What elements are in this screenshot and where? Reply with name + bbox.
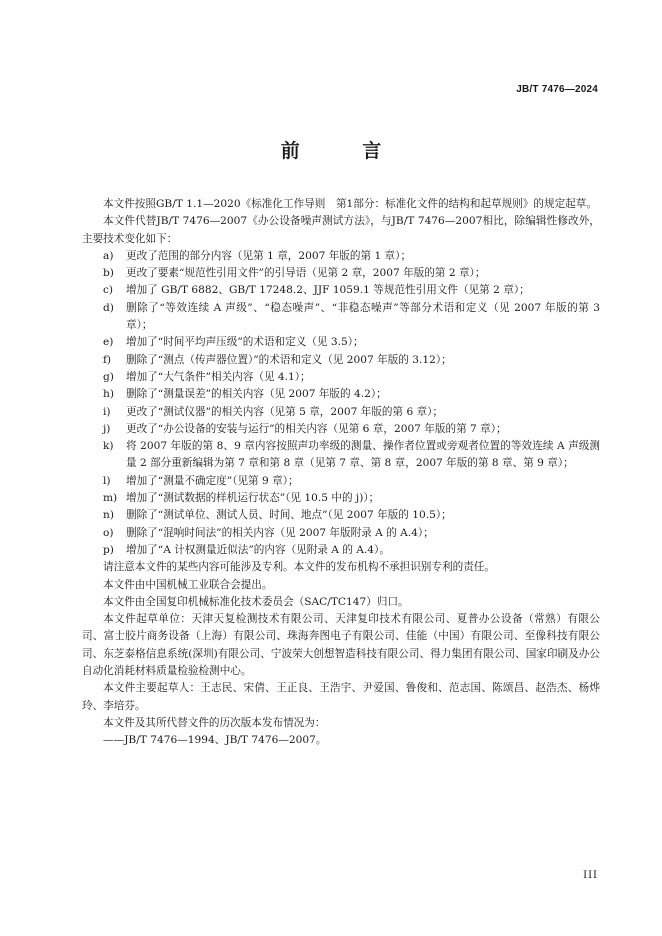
list-item — [82, 300, 600, 335]
list-item-text: 更改了范围的部分内容（见第 1 章，2007 年版的第 1 章）； — [126, 249, 412, 262]
list-item-label: a) — [103, 249, 114, 262]
list-item — [82, 282, 600, 299]
list-item — [82, 542, 600, 559]
list-item-label: f) — [103, 353, 112, 366]
list-item-label: g) — [103, 370, 114, 383]
list-item-label: b) — [103, 267, 114, 280]
list-item-text: 增加了“大气条件”相关内容（见 4.1）； — [126, 370, 311, 383]
list-item-text: 更改了“测试仪器”的相关内容（见第 5 章，2007 年版的第 6 章）； — [126, 405, 444, 418]
list-item-label: j) — [103, 422, 111, 435]
list-item — [82, 334, 600, 351]
list-item-text: 删除了“等效连续 A 声级”、“稳态噪声”、“非稳态噪声”等部分术语和定义（见 2007 年版的第 3 章）； — [126, 301, 600, 332]
list-item — [82, 248, 600, 265]
list-item — [82, 369, 600, 386]
list-item — [82, 473, 600, 490]
list-item-text: 删除了“测量误差”的相关内容（见 2007 年版的 4.2）； — [126, 388, 387, 401]
document-code-header: JB/T 7476—2024 — [516, 84, 598, 95]
list-item-text: 删除了“测点（传声器位置）”的术语和定义（见 2007 年版的 3.12）； — [126, 353, 452, 366]
foreword-body — [82, 196, 600, 750]
list-item-text: 增加了“A 计权测量近似法”的内容（见附录 A 的 A.4）。 — [126, 543, 390, 556]
list-item-text: 更改了要素“规范性引用文件”的引导语（见第 2 章，2007 年版的第 2 章）； — [126, 267, 486, 280]
list-item — [82, 507, 600, 524]
list-item — [82, 404, 600, 421]
list-item — [82, 421, 600, 438]
list-item-label: m) — [103, 492, 118, 505]
list-item-label: o) — [103, 526, 114, 539]
list-item-label: n) — [103, 509, 114, 522]
list-item-label: d) — [103, 301, 114, 314]
list-item — [82, 386, 600, 403]
paragraph-drafting-basis: 本文件按照GB/T 1.1—2020《标准化工作导则 第1部分：标准化文件的结构和起草规则》的规定起草。 — [103, 198, 597, 210]
page-title: 前 言 — [280, 140, 410, 162]
list-item-label: h) — [103, 388, 114, 401]
list-item-text: 增加了“测试数据的样机运行状态”（见 10.5 中的 j)）； — [126, 492, 380, 505]
list-item-text: 增加了“测量不确定度”（见第 9 章）； — [126, 474, 299, 487]
list-item-text: 删除了“混响时间法”的相关内容（见 2007 年版附录 A 的 A.4）； — [126, 526, 434, 539]
paragraph-patent-notice: 请注意本文件的某些内容可能涉及专利。本文件的发布机构不承担识别专利的责任。 — [103, 561, 495, 574]
list-item-text: 更改了“办公设备的安装与运行”的相关内容（见第 6 章，2007 年版的第 7 章）； — [126, 422, 507, 435]
changes-list — [82, 248, 600, 559]
paragraph-proposer: 本文件由中国机械工业联合会提出。 — [103, 578, 273, 591]
list-item-label: c) — [103, 284, 114, 297]
list-item — [82, 525, 600, 542]
list-item-label: k) — [103, 440, 114, 453]
list-item — [82, 352, 600, 369]
paragraph-replacement-note: 本文件代替JB/T 7476—2007《办公设备噪声测试方法》，与JB/T 7476—2007相比，除编辑性修改外，主要技术变化如下： — [82, 215, 600, 245]
list-item — [82, 265, 600, 282]
paragraph-history-versions: ——JB/T 7476—1994、JB/T 7476—2007。 — [103, 734, 327, 747]
list-item-text: 增加了 GB/T 6882、GB/T 17248.2、JJF 1059.1 等规范性引用文件（见第 2 章）； — [126, 284, 530, 297]
list-item-label: p) — [103, 543, 114, 556]
list-item — [82, 438, 600, 473]
list-item-label: l) — [103, 474, 111, 487]
list-item-label: e) — [103, 336, 114, 349]
list-item-label: i) — [103, 405, 111, 418]
paragraph-drafters: 本文件主要起草人：王志民、宋倩、王正良、王浩宇、尹爱国、鲁俊和、范志国、陈颂昌、赵浩杰、杨烨玲、李培芬。 — [82, 682, 600, 712]
list-item-text: 将 2007 年版的第 8、9 章内容按照声功率级的测量、操作者位置或旁观者位置的等效连续 A 声级测量 2 部分重新编辑为第 7 章和第 8 章（见第 7 章、第 8 章，2007 年版的第 8 章、第 9 章）； — [126, 440, 600, 470]
paragraph-committee: 本文件由全国复印机械标准化技术委员会（SAC/TC147）归口。 — [103, 595, 409, 608]
list-item-text: 增加了“时间平均声压级”的术语和定义（见 3.5）； — [126, 336, 364, 349]
page-number: III — [583, 870, 598, 881]
list-item-text: 删除了“测试单位、测试人员、时间、地点”（见 2007 年版的 10.5）； — [126, 509, 452, 522]
list-item — [82, 490, 600, 507]
paragraph-history-intro: 本文件及其所代替文件的历次版本发布情况为： — [103, 716, 326, 729]
paragraph-drafting-units: 本文件起草单位：天津天复检测技术有限公司、天津复印技术有限公司、夏普办公设备（常熟）有限公司、富士胶片商务设备（上海）有限公司、珠海奔图电子有限公司、佳能（中国）有限公司、至像科技有限公司、东芝泰格信息系统(深圳)有限公司、宁波荣大创想智造科技有限公司、得力集团有限公司、国家印刷及办公自动化消耗材料质量检验检测中心。 — [82, 613, 600, 678]
